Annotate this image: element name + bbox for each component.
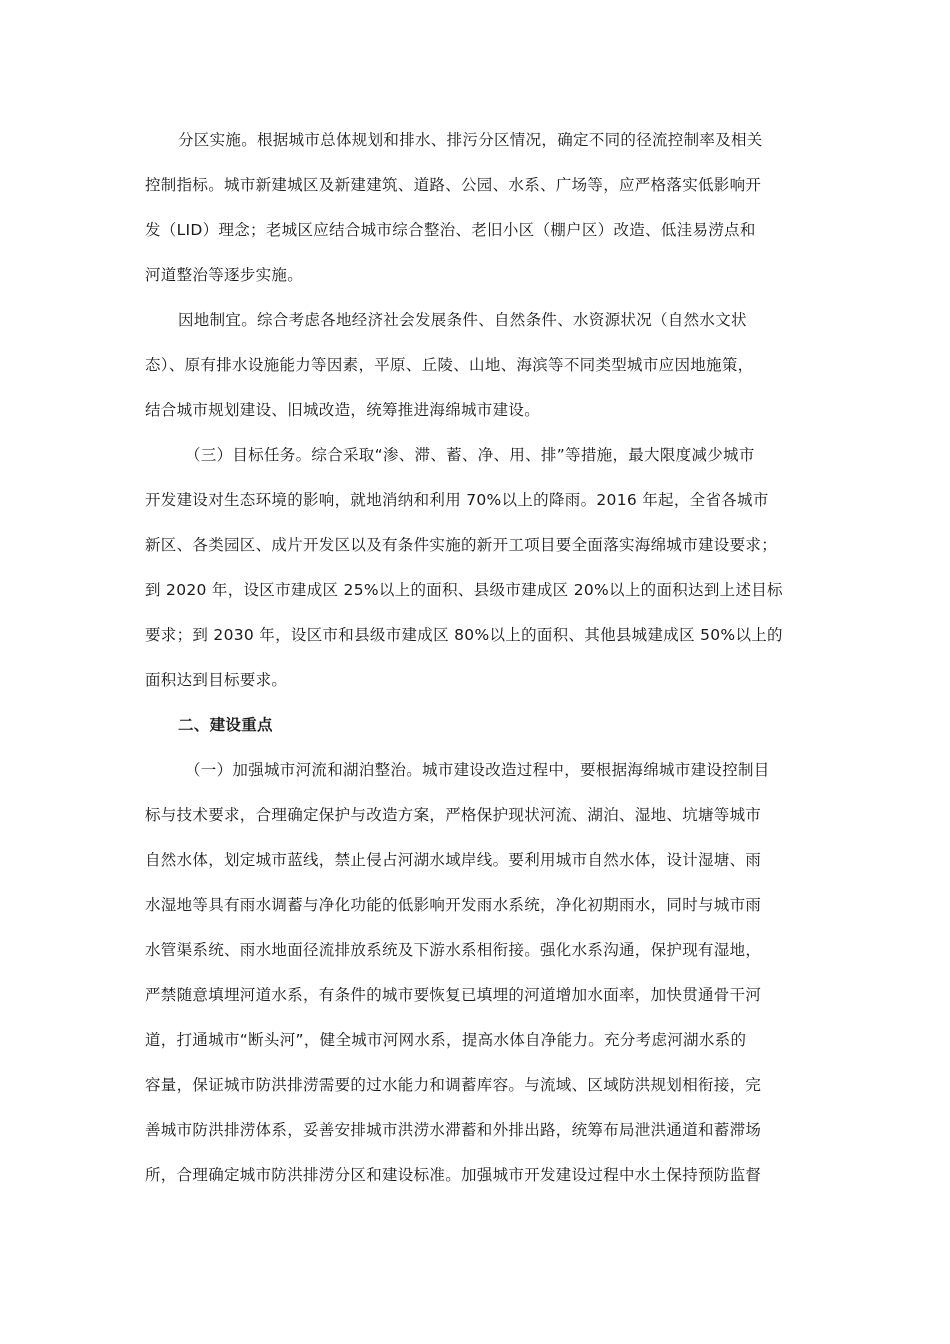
text-line: 分区实施。根据城市总体规划和排水、排污分区情况，确定不同的径流控制率及相关: [178, 131, 763, 149]
document-body: [145, 118, 805, 1198]
text-line: 河道整治等逐步实施。: [145, 266, 304, 284]
text-line: 要求；到 2030 年，设区市和县级市建成区 80%以上的面积、其他县城建成区 50%以上的: [145, 626, 783, 644]
text-line: 态）、原有排水设施能力等因素，平原、丘陵、山地、海滨等不同类型城市应因地施策，: [145, 356, 754, 374]
text-line: 水湿地等具有雨水调蓄与净化功能的低影响开发雨水系统，净化初期雨水，同时与城市雨: [145, 896, 762, 914]
text-line: 道，打通城市“断头河”，健全城市河网水系，提高水体自净能力。充分考虑河湖水系的: [145, 1031, 747, 1049]
text-line: 所，合理确定城市防洪排涝分区和建设标准。加强城市开发建设过程中水土保持预防监督: [145, 1166, 762, 1184]
text-line: 水管渠系统、雨水地面径流排放系统及下游水系相衔接。强化水系沟通，保护现有湿地，: [145, 941, 762, 959]
text-line: 控制指标。城市新建城区及新建建筑、道路、公园、水系、广场等，应严格落实低影响开: [145, 176, 762, 194]
text-line: 因地制宜。综合考虑各地经济社会发展条件、自然条件、水资源状况（自然水文状: [178, 311, 747, 329]
text-line: 到 2020 年，设区市建成区 25%以上的面积、县级市建成区 20%以上的面积达到上述目标: [145, 581, 783, 599]
text-line: 开发建设对生态环境的影响，就地消纳和利用 70%以上的降雨。2016 年起，全省各城市: [145, 491, 769, 509]
text-line: 新区、各类园区、成片开发区以及有条件实施的新开工项目要全面落实海绵城市建设要求；: [145, 536, 778, 554]
text-line: 标与技术要求，合理确定保护与改造方案，严格保护现状河流、湖泊、湿地、坑塘等城市: [145, 806, 762, 824]
text-line: 自然水体，划定城市蓝线，禁止侵占河湖水域岸线。要利用城市自然水体，设计湿塘、雨: [145, 851, 762, 869]
text-line: 严禁随意填埋河道水系，有条件的城市要恢复已填埋的河道增加水面率，加快贯通骨干河: [145, 986, 762, 1004]
text-line: 结合城市规划建设、旧城改造，统筹推进海绵城市建设。: [145, 401, 541, 419]
text-line: （三）目标任务。综合采取“渗、滞、蓄、净、用、排”等措施，最大限度减少城市: [185, 446, 755, 464]
text-line: 面积达到目标要求。: [145, 671, 288, 689]
text-line: （一）加强城市河流和湖泊整治。城市建设改造过程中，要根据海绵城市建设控制目: [185, 761, 770, 779]
text-line: 发（LID）理念；老城区应结合城市综合整治、老旧小区（棚户区）改造、低洼易涝点和: [145, 221, 756, 239]
text-line: 容量，保证城市防洪排涝需要的过水能力和调蓄库容。与流域、区域防洪规划相衔接，完: [145, 1076, 762, 1094]
text-line: 善城市防洪排涝体系，妥善安排城市洪涝水滞蓄和外排出路，统筹布局泄洪通道和蓄滞场: [145, 1121, 762, 1139]
section-heading: 二、建设重点: [178, 716, 273, 734]
